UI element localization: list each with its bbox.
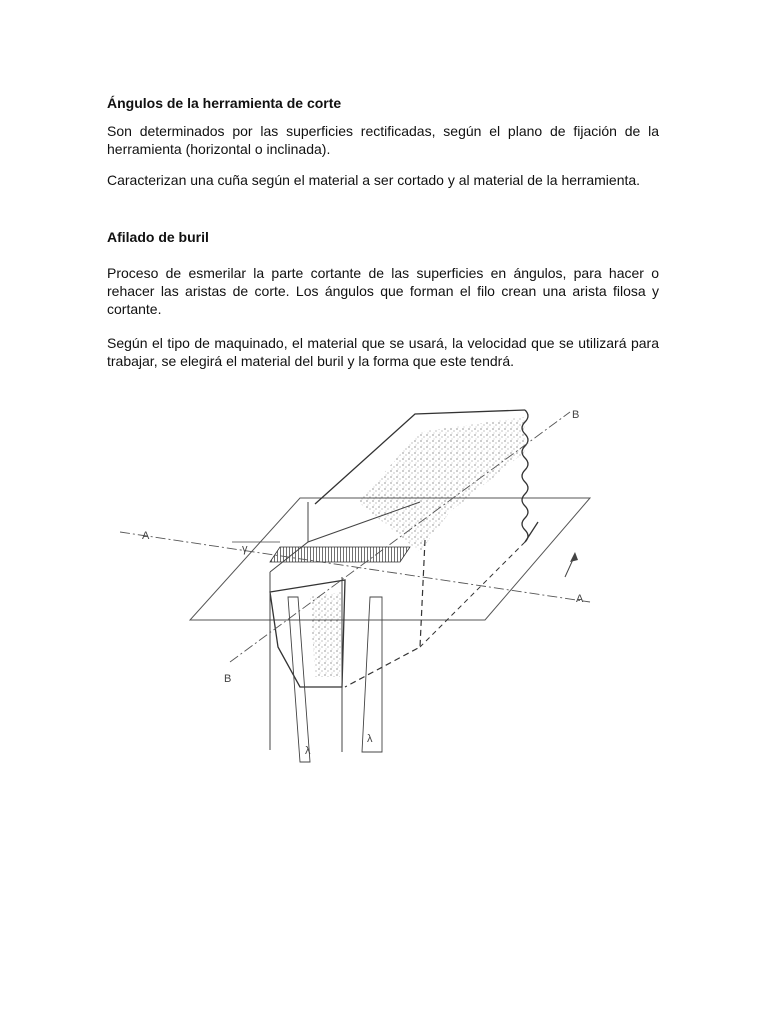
label-lambda-2: λ [367, 733, 373, 745]
paragraph-angulos-1: Son determinados por las superficies rectificadas, según el plano de fijación de la herramienta (horizontal o inclinada). [107, 123, 659, 157]
direction-arrowhead [570, 552, 578, 562]
tool-flank-shade [310, 592, 342, 677]
label-a-right: A [576, 593, 584, 605]
label-gamma: γ [242, 543, 248, 555]
tool-hidden-edge-2 [420, 542, 525, 647]
lambda-wedge-1 [288, 597, 310, 762]
label-b-bottom: B [224, 673, 232, 685]
paragraph-angulos-2: Caracterizan una cuña según el material a ser cortado y al material de la herramienta. [107, 172, 641, 188]
axis-a-line [120, 532, 590, 602]
cutting-tool-diagram [120, 392, 680, 777]
label-a-left: A [142, 530, 150, 542]
section-heading-afilado: Afilado de buril [107, 229, 209, 245]
label-lambda-1: λ [305, 745, 311, 757]
cutting-tool-drawing [120, 392, 680, 777]
cutting-edge-hatch [270, 547, 410, 562]
paragraph-afilado-2: Según el tipo de maquinado, el material que se usará, la velocidad que se utilizará para trabajar, se elegirá el material del buril y la forma que este tendrá. [107, 335, 659, 369]
label-b-top: B [572, 409, 580, 421]
paragraph-afilado-1: Proceso de esmerilar la parte cortante de las superficies en ángulos, para hacer o rehacer las aristas de corte. Los ángulos que forman el filo crean una arista filosa y cortante. [107, 265, 659, 317]
rake-face [358, 417, 525, 552]
section-heading-angulos: Ángulos de la herramienta de corte [107, 95, 342, 111]
